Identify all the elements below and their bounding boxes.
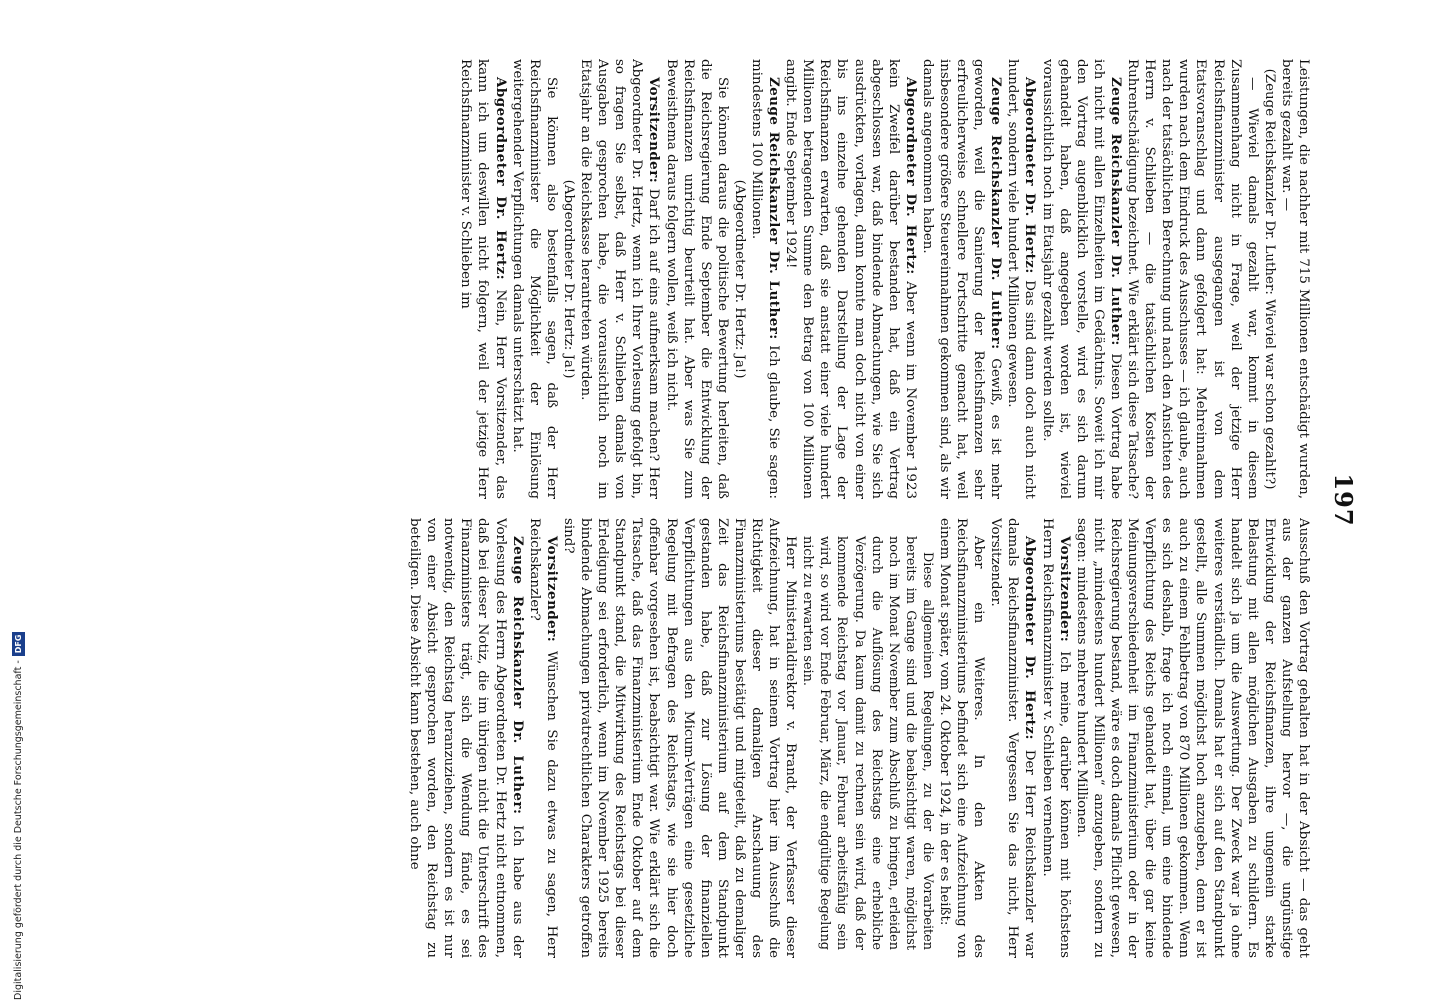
paragraph-text: Ich glaube, Sie sagen: mindestens 100 Millionen. [749, 59, 782, 499]
speaker-label: Abgeordneter Dr. Hertz: [902, 77, 919, 275]
paragraph-text: Aber wenn im November 1923 kein Zweifel darüber bestanden hat, daß ein Vertrag abgeschlossen war, daß bindende Abmachungen, wie Sie sich ausdrückten, vorlagen, dann konnte man doch nicht von einer bis ins einzelne gehenden Darstellung der Lage der Reichsfinanzen erwarten, daß sie anstatt einer viele hundert Millionen betragenden Summe den Betrag von 100 Millionen angibt. Ende September 1924! [783, 59, 918, 499]
speaker-label: Zeuge Reichskanzler Dr. Luther: [509, 536, 526, 815]
dfg-logo: DFG [12, 632, 25, 657]
paragraph-text: Ich habe aus der Vorlesung des Herrn Abgeordneten Dr. Hertz nicht entnommen, daß bei dieser Notiz, die im übrigen nicht die Unterschrift des Finanzministers trägt, sich die Wendung fände, es sei notwendig, den Reichstag heranzuziehen, sondern es ist nur von einer Absicht gesprochen worden, den Reichstag zu beteiligen. Diese Absicht kann bestehen, auch ohne [407, 518, 525, 958]
speaker-label: Abgeordneter Dr. Hertz: [1022, 536, 1039, 740]
speaker-label: Zeuge Reichskanzler Dr. Luther: [988, 77, 1005, 350]
paragraph [509, 59, 560, 499]
paragraph [560, 518, 799, 958]
paragraph-text: Der Herr Reichskanzler war damals Reichsfinanzminister. Vergessen Sie das nicht, Herr Vorsitzender. [988, 518, 1038, 958]
paragraph-text: Wünschen Sie dazu etwas zu sagen, Herr Reichskanzler? [526, 518, 559, 958]
paragraph-text: Diese allgemeinen Regelungen, zu der die Vorarbeiten bereits im Gange sind und die beabsichtigt waren, möglichst noch im Monat November zum Abschluß zu bringen, erleiden durch die Auflösung des Reichstags eine erhebliche Verzögerung. Da kaum damit zu rechnen sein wird, daß der kommende Reichstag vor Januar, Februar arbeitsfähig sein wird, so wird vor Ende Februar, März, die endgültige Regelung nicht zu erwarten sein. [800, 536, 935, 950]
paragraph-text: Diesen Vortrag habe ich nicht mit allen Einzelheiten im Gedächtnis. Soweit ich mir den Vortrag augenblicklich vorstelle, wird es sich darum gehandelt haben, daß angegeben worden ist, wieviel voraussichtlich noch im Etatsjahr gezahlt werden sollte. [1039, 59, 1123, 499]
paragraph [1039, 518, 1073, 958]
paragraph-text: Gewiß, es ist mehr geworden, weil die Sanierung der Reichsfinanzen sehr erfreulicherweise schnellere Fortschritte gemacht hat, weil insbesondere größere Steuereinnahmen gekommen sind, als wir damals angenommen haben. [919, 59, 1004, 499]
paragraph [406, 518, 526, 958]
paragraph [1124, 59, 1261, 499]
paragraph [1073, 518, 1312, 958]
paragraph [662, 59, 730, 499]
paragraph-text: Aber ein Weiteres. In den Akten des Reichsfinanzministeriums befindet sich eine Aufzeichnung von einem Monat später, vom 24. Oktober 1924, in der es heißt: [937, 518, 987, 958]
paragraph-text: Sie können daraus die politische Bewertung herleiten, daß die Reichsregierung Ende September die Entwicklung der Reichsfinanzen unrichtig beurteilt hat. Aber was Sie zum Beweisthema daraus folgern wollen, weiß ich nicht. [663, 59, 730, 499]
paragraph-text: Nein, Herr Vorsitzender, das kann ich um deswillen nicht folgern, weil der jetzige Herr Reichsfinanzminister v. Schlieben im [458, 59, 508, 499]
speaker-label: Vorsitzender: [646, 77, 663, 184]
paragraph-text: Ausschuß den Vortrag gehalten hat in der Absicht — das geht aus der ganzen Aufstellung hervor —, die ungünstige Entwicklung der Reichsfinanzen, ihre ungemein starke Belastung mit allen möglichen Ausgaben zu schildern. Es handelt sich ja um die Auswertung. Der Zweck war ja ohne weiteres verständlich. Damals hat er sich auf den Standpunkt gestellt, alle Summen möglichst hoch anzugeben, denn er ist auch zu einem Fehlbetrag von 870 Millionen gekommen. Wenn es sich deshalb, frage ich noch einmal, um eine bindende Verpflichtung des Reichs gehandelt hat, über die gar keine Meinungsverschiedenheit im Finanzministerium oder in der Reichsregierung bestand, wäre es doch damals Pflicht gewesen, nicht „mindestens hundert Millionen“ anzugeben, sondern zu sagen: mindestens mehrere hundert Millionen. [1073, 518, 1311, 958]
paragraph [1004, 59, 1038, 499]
paragraph [1039, 59, 1124, 499]
paragraph [799, 536, 936, 950]
speaker-label: Vorsitzender: [543, 536, 560, 643]
paragraph-text: (Zeuge Reichskanzler Dr. Luther: Wieviel war schon gezahlt?) [1261, 68, 1277, 490]
paragraph [936, 518, 987, 958]
paragraph [731, 59, 748, 499]
paragraph [560, 59, 577, 499]
paragraph [526, 518, 560, 958]
paragraph [987, 518, 1038, 958]
page-number: 197 [1329, 473, 1358, 527]
speaker-label: Zeuge Reichskanzler Dr. Luther: [1107, 77, 1124, 346]
paragraph-text: Leistungen, die nachher mit 715 Millionen entschädigt wurden, bereits gezahlt war. — [1278, 59, 1311, 499]
paragraph-text: Ich meine, darüber können mit höchstens Herrn Reichsfinanzminister v. Schlieben vernehmen. [1039, 518, 1072, 958]
paragraph-text: Herr Ministerialdirektor v. Brandt, der Verfasser dieser Aufzeichnung, hat in seinem Vortrag hier im Ausschuß die Richtigkeit dieser damaligen Anschauung des Finanzministeriums bestätigt und mitgeteilt, daß zu demaliger Zeit das Reichsfinanzministerium auf dem Standpunkt gestanden habe, daß zur Lösung der finanziellen Verpflichtungen aus den Micum-Verträgen eine gesetzliche Regelung mit Befragen des Reichstags, wie sie hier doch offenbar vorgesehen ist, beabsichtigt war. Wie erklärt sich die Tatsache, daß das Finanzministerium Ende Oktober auf dem Standpunkt stand, die Mitwirkung des Reichstags bei dieser Erledigung sei erforderlich, wenn im November 1925 bereits bindende Abmachungen privatrechtlichen Charakters getroffen sind? [560, 518, 799, 958]
footer-text: Digitalisierung gefördert durch die Deutsche Forschungsgemeinschaft - [13, 660, 24, 1000]
paragraph [457, 59, 508, 499]
paragraph [748, 59, 782, 499]
paragraph-text: Das sind dann doch auch nicht hundert, sondern viele hundert Millionen gewesen. [1005, 59, 1038, 499]
speaker-label: Abgeordneter Dr. Hertz: [492, 77, 509, 281]
paragraph [782, 59, 919, 499]
speaker-label: Abgeordneter Dr. Hertz: [1022, 77, 1039, 274]
paragraph [577, 59, 662, 499]
paragraph-text: — Wieviel damals gezahlt war, kommt in diesem Zusammenhang nicht in Frage, weil der jetzige Herr Reichsfinanzminister ausgegangen ist von dem Etatsvoranschlag und dann gefolgert hat: Mehreinnahmen wurden nach dem Eindruck des Ausschusses — ich glaube, auch nach der tatsächlichen Berechnung und nach den Ansichten des Herrn v. Schlieben — die tatsächlichen Kosten der Ruhrentschädigung bezeichnet. Wie erklärt sich diese Tatsache? [1125, 59, 1260, 499]
paragraph-text: (Abgeordneter Dr. Hertz: Ja!) [731, 179, 747, 379]
paragraph-text: (Abgeordneter Dr. Hertz: Ja!) [560, 179, 576, 379]
speaker-label: Vorsitzender: [1056, 536, 1073, 643]
speaker-label: Zeuge Reichskanzler Dr. Luther: [766, 77, 783, 340]
paragraph-text: Sie können also bestenfalls sagen, daß der Herr Reichsfinanzminister die Möglichkeit der Einlösung weitergehender Verpflichtungen damals unterschätzt hat. [509, 59, 559, 499]
paragraph-text: Darf ich auf eins aufmerksam machen? Herr Abgeordneter Dr. Hertz, wenn ich Ihrer Vorlesung gefolgt bin, so fragen Sie selbst, daß Herr v. Schlieben damals von Ausgaben gesprochen habe, die voraussichtlich noch im Etatsjahr an die Reichskasse herantreten würden. [578, 59, 662, 499]
paragraph [919, 59, 1004, 499]
paragraph [1261, 59, 1278, 499]
paragraph [1278, 59, 1312, 499]
column-right [132, 518, 1312, 958]
footer-inner [12, 632, 25, 1000]
column-left [132, 59, 1312, 499]
